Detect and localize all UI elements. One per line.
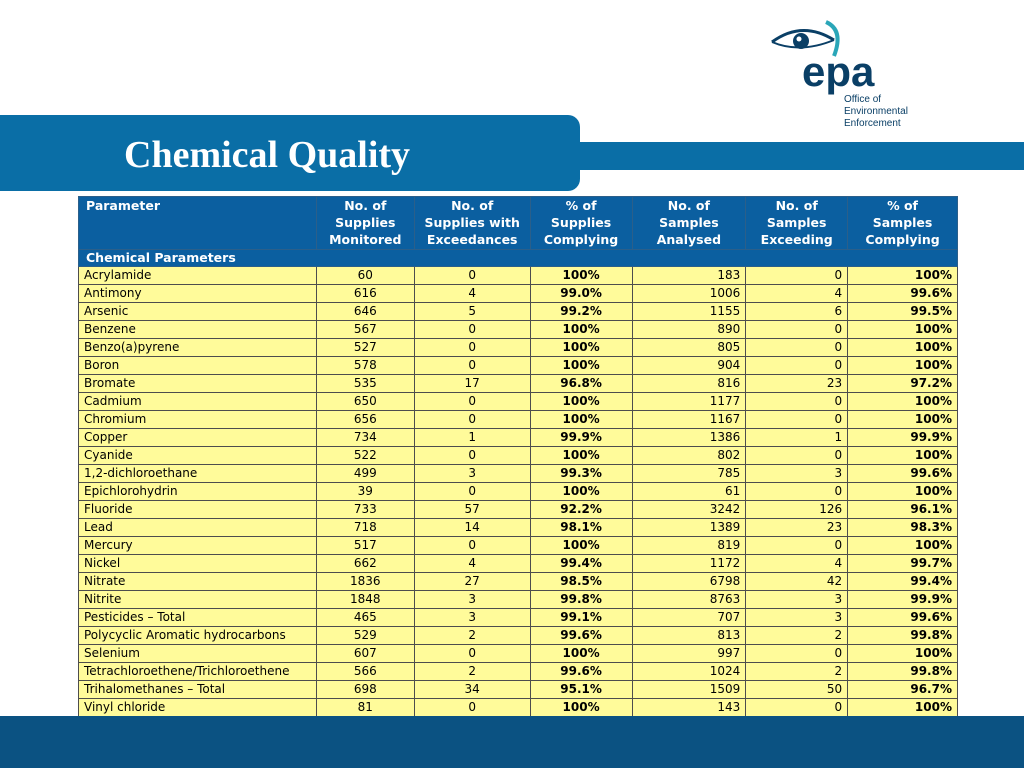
- cell-supplies-complying: 100%: [530, 699, 632, 717]
- cell-supplies-complying: 98.1%: [530, 519, 632, 537]
- cell-supplies-exceedances: 0: [414, 411, 530, 429]
- section-label: Chemical Parameters: [79, 250, 958, 267]
- table-row: [79, 393, 958, 411]
- cell-supplies-monitored: 1836: [316, 573, 414, 591]
- cell-supplies-exceedances: 5: [414, 303, 530, 321]
- cell-parameter: Benzene: [79, 321, 317, 339]
- cell-samples-analysed: 1386: [632, 429, 746, 447]
- cell-samples-analysed: 1177: [632, 393, 746, 411]
- logo-line: Environmental: [844, 106, 908, 117]
- cell-parameter: Arsenic: [79, 303, 317, 321]
- cell-supplies-exceedances: 0: [414, 267, 530, 285]
- cell-supplies-complying: 99.0%: [530, 285, 632, 303]
- column-header-samples-complying: % of Samples Complying: [848, 197, 958, 250]
- cell-samples-exceeding: 0: [746, 267, 848, 285]
- cell-samples-complying: 100%: [848, 483, 958, 501]
- cell-supplies-monitored: 566: [316, 663, 414, 681]
- cell-samples-exceeding: 0: [746, 411, 848, 429]
- cell-supplies-complying: 100%: [530, 483, 632, 501]
- table-row: [79, 555, 958, 573]
- cell-supplies-complying: 99.1%: [530, 609, 632, 627]
- epa-logo: [768, 20, 918, 132]
- cell-samples-analysed: 1509: [632, 681, 746, 699]
- cell-supplies-complying: 100%: [530, 645, 632, 663]
- cell-parameter: Trihalomethanes – Total: [79, 681, 317, 699]
- cell-supplies-exceedances: 0: [414, 339, 530, 357]
- cell-parameter: Nitrate: [79, 573, 317, 591]
- cell-samples-analysed: 6798: [632, 573, 746, 591]
- cell-parameter: Pesticides – Total: [79, 609, 317, 627]
- cell-samples-exceeding: 0: [746, 447, 848, 465]
- cell-samples-complying: 100%: [848, 321, 958, 339]
- table-row: [79, 501, 958, 519]
- cell-samples-exceeding: 126: [746, 501, 848, 519]
- table-header-row: [79, 197, 958, 250]
- cell-supplies-monitored: 535: [316, 375, 414, 393]
- cell-supplies-monitored: 718: [316, 519, 414, 537]
- cell-samples-complying: 100%: [848, 393, 958, 411]
- cell-samples-complying: 100%: [848, 699, 958, 717]
- cell-supplies-monitored: 662: [316, 555, 414, 573]
- cell-supplies-exceedances: 3: [414, 609, 530, 627]
- cell-samples-exceeding: 50: [746, 681, 848, 699]
- cell-supplies-exceedances: 2: [414, 627, 530, 645]
- section-row: [79, 250, 958, 267]
- cell-supplies-monitored: 578: [316, 357, 414, 375]
- cell-samples-complying: 99.5%: [848, 303, 958, 321]
- cell-supplies-complying: 99.9%: [530, 429, 632, 447]
- cell-supplies-monitored: 465: [316, 609, 414, 627]
- cell-supplies-monitored: 616: [316, 285, 414, 303]
- cell-samples-exceeding: 42: [746, 573, 848, 591]
- table-row: [79, 627, 958, 645]
- cell-supplies-monitored: 734: [316, 429, 414, 447]
- cell-samples-analysed: 813: [632, 627, 746, 645]
- cell-samples-exceeding: 0: [746, 357, 848, 375]
- cell-samples-exceeding: 6: [746, 303, 848, 321]
- cell-supplies-monitored: 517: [316, 537, 414, 555]
- cell-samples-exceeding: 4: [746, 285, 848, 303]
- cell-samples-complying: 100%: [848, 645, 958, 663]
- cell-samples-analysed: 61: [632, 483, 746, 501]
- cell-supplies-complying: 100%: [530, 339, 632, 357]
- cell-supplies-complying: 100%: [530, 537, 632, 555]
- cell-samples-exceeding: 0: [746, 699, 848, 717]
- cell-samples-complying: 99.8%: [848, 663, 958, 681]
- cell-samples-analysed: 816: [632, 375, 746, 393]
- cell-samples-exceeding: 23: [746, 519, 848, 537]
- cell-samples-analysed: 1006: [632, 285, 746, 303]
- cell-parameter: Antimony: [79, 285, 317, 303]
- table-row: [79, 681, 958, 699]
- title-band-extension: [575, 142, 1024, 170]
- cell-samples-exceeding: 0: [746, 483, 848, 501]
- cell-supplies-complying: 100%: [530, 357, 632, 375]
- cell-supplies-complying: 98.5%: [530, 573, 632, 591]
- cell-samples-analysed: 805: [632, 339, 746, 357]
- table-row: [79, 699, 958, 717]
- cell-supplies-monitored: 607: [316, 645, 414, 663]
- logo-caption: [844, 94, 908, 130]
- cell-supplies-exceedances: 3: [414, 591, 530, 609]
- column-header-parameter: Parameter: [79, 197, 317, 250]
- cell-supplies-complying: 99.2%: [530, 303, 632, 321]
- page-title: Chemical Quality: [124, 134, 411, 176]
- table-row: [79, 357, 958, 375]
- cell-supplies-exceedances: 0: [414, 699, 530, 717]
- table-row: [79, 465, 958, 483]
- cell-samples-exceeding: 2: [746, 627, 848, 645]
- cell-parameter: Nitrite: [79, 591, 317, 609]
- cell-supplies-exceedances: 0: [414, 393, 530, 411]
- logo-line: Enforcement: [844, 118, 901, 129]
- table-row: [79, 285, 958, 303]
- cell-supplies-exceedances: 4: [414, 555, 530, 573]
- cell-samples-complying: 96.1%: [848, 501, 958, 519]
- cell-samples-exceeding: 0: [746, 393, 848, 411]
- cell-samples-complying: 100%: [848, 447, 958, 465]
- table-row: [79, 267, 958, 285]
- cell-supplies-exceedances: 14: [414, 519, 530, 537]
- cell-samples-analysed: 143: [632, 699, 746, 717]
- cell-samples-analysed: 904: [632, 357, 746, 375]
- cell-samples-exceeding: 1: [746, 429, 848, 447]
- cell-samples-complying: 99.9%: [848, 591, 958, 609]
- cell-parameter: Boron: [79, 357, 317, 375]
- cell-parameter: Cadmium: [79, 393, 317, 411]
- cell-supplies-monitored: 60: [316, 267, 414, 285]
- cell-supplies-exceedances: 0: [414, 357, 530, 375]
- footer-bar: [0, 716, 1024, 768]
- cell-supplies-exceedances: 0: [414, 537, 530, 555]
- cell-supplies-monitored: 527: [316, 339, 414, 357]
- cell-parameter: Tetrachloroethene/Trichloroethene: [79, 663, 317, 681]
- cell-parameter: Epichlorohydrin: [79, 483, 317, 501]
- cell-parameter: Polycyclic Aromatic hydrocarbons: [79, 627, 317, 645]
- cell-samples-analysed: 1167: [632, 411, 746, 429]
- table-row: [79, 375, 958, 393]
- cell-supplies-monitored: 529: [316, 627, 414, 645]
- cell-parameter: Mercury: [79, 537, 317, 555]
- table-row: [79, 663, 958, 681]
- cell-parameter: 1,2-dichloroethane: [79, 465, 317, 483]
- table-row: [79, 447, 958, 465]
- cell-supplies-exceedances: 0: [414, 645, 530, 663]
- cell-supplies-complying: 99.8%: [530, 591, 632, 609]
- column-header-supplies-complying: % of Supplies Complying: [530, 197, 632, 250]
- cell-parameter: Selenium: [79, 645, 317, 663]
- cell-samples-exceeding: 3: [746, 609, 848, 627]
- cell-samples-complying: 96.7%: [848, 681, 958, 699]
- cell-supplies-monitored: 650: [316, 393, 414, 411]
- table-row: [79, 609, 958, 627]
- cell-samples-analysed: 802: [632, 447, 746, 465]
- cell-supplies-exceedances: 34: [414, 681, 530, 699]
- eye-icon: [768, 20, 918, 100]
- cell-supplies-exceedances: 1: [414, 429, 530, 447]
- cell-supplies-exceedances: 3: [414, 465, 530, 483]
- cell-samples-complying: 100%: [848, 357, 958, 375]
- cell-samples-exceeding: 3: [746, 465, 848, 483]
- cell-samples-complying: 100%: [848, 339, 958, 357]
- cell-supplies-complying: 100%: [530, 447, 632, 465]
- cell-parameter: Lead: [79, 519, 317, 537]
- cell-supplies-complying: 99.6%: [530, 663, 632, 681]
- cell-supplies-monitored: 522: [316, 447, 414, 465]
- table-row: [79, 303, 958, 321]
- cell-supplies-exceedances: 57: [414, 501, 530, 519]
- cell-supplies-monitored: 733: [316, 501, 414, 519]
- table-row: [79, 645, 958, 663]
- cell-supplies-complying: 100%: [530, 411, 632, 429]
- cell-parameter: Benzo(a)pyrene: [79, 339, 317, 357]
- cell-parameter: Chromium: [79, 411, 317, 429]
- cell-supplies-exceedances: 4: [414, 285, 530, 303]
- cell-samples-analysed: 819: [632, 537, 746, 555]
- cell-parameter: Cyanide: [79, 447, 317, 465]
- column-header-samples-exceeding: No. of Samples Exceeding: [746, 197, 848, 250]
- cell-samples-analysed: 3242: [632, 501, 746, 519]
- cell-samples-complying: 99.6%: [848, 465, 958, 483]
- cell-supplies-monitored: 646: [316, 303, 414, 321]
- cell-supplies-complying: 99.6%: [530, 627, 632, 645]
- table-row: [79, 339, 958, 357]
- table-row: [79, 429, 958, 447]
- cell-samples-complying: 100%: [848, 411, 958, 429]
- cell-supplies-monitored: 698: [316, 681, 414, 699]
- cell-supplies-monitored: 567: [316, 321, 414, 339]
- cell-supplies-exceedances: 0: [414, 483, 530, 501]
- cell-samples-complying: 98.3%: [848, 519, 958, 537]
- cell-parameter: Fluoride: [79, 501, 317, 519]
- cell-samples-exceeding: 0: [746, 645, 848, 663]
- cell-supplies-exceedances: 27: [414, 573, 530, 591]
- cell-supplies-complying: 92.2%: [530, 501, 632, 519]
- cell-samples-analysed: 8763: [632, 591, 746, 609]
- cell-supplies-complying: 100%: [530, 267, 632, 285]
- cell-samples-complying: 99.4%: [848, 573, 958, 591]
- cell-samples-exceeding: 0: [746, 321, 848, 339]
- cell-samples-complying: 99.9%: [848, 429, 958, 447]
- cell-supplies-exceedances: 17: [414, 375, 530, 393]
- cell-samples-analysed: 1172: [632, 555, 746, 573]
- cell-supplies-monitored: 1848: [316, 591, 414, 609]
- cell-samples-complying: 100%: [848, 267, 958, 285]
- column-header-samples-analysed: No. of Samples Analysed: [632, 197, 746, 250]
- cell-samples-exceeding: 0: [746, 339, 848, 357]
- cell-supplies-complying: 100%: [530, 393, 632, 411]
- table-row: [79, 591, 958, 609]
- cell-supplies-exceedances: 0: [414, 447, 530, 465]
- cell-samples-exceeding: 23: [746, 375, 848, 393]
- cell-supplies-monitored: 656: [316, 411, 414, 429]
- cell-samples-complying: 99.6%: [848, 285, 958, 303]
- cell-samples-exceeding: 0: [746, 537, 848, 555]
- table-row: [79, 321, 958, 339]
- column-header-supplies-monitored: No. of Supplies Monitored: [316, 197, 414, 250]
- cell-parameter: Copper: [79, 429, 317, 447]
- cell-samples-analysed: 890: [632, 321, 746, 339]
- cell-supplies-complying: 100%: [530, 321, 632, 339]
- cell-samples-complying: 100%: [848, 537, 958, 555]
- cell-samples-complying: 99.6%: [848, 609, 958, 627]
- logo-line: Office of: [844, 94, 882, 105]
- cell-samples-complying: 99.7%: [848, 555, 958, 573]
- cell-samples-analysed: 1024: [632, 663, 746, 681]
- cell-samples-exceeding: 3: [746, 591, 848, 609]
- cell-supplies-monitored: 39: [316, 483, 414, 501]
- cell-supplies-complying: 99.4%: [530, 555, 632, 573]
- chemical-quality-table: [78, 196, 958, 717]
- cell-supplies-complying: 99.3%: [530, 465, 632, 483]
- table-row: [79, 483, 958, 501]
- cell-supplies-exceedances: 0: [414, 321, 530, 339]
- cell-parameter: Nickel: [79, 555, 317, 573]
- cell-samples-exceeding: 2: [746, 663, 848, 681]
- column-header-supplies-exceedances: No. of Supplies with Exceedances: [414, 197, 530, 250]
- cell-samples-analysed: 785: [632, 465, 746, 483]
- cell-samples-analysed: 997: [632, 645, 746, 663]
- cell-supplies-monitored: 499: [316, 465, 414, 483]
- cell-samples-analysed: 707: [632, 609, 746, 627]
- cell-parameter: Acrylamide: [79, 267, 317, 285]
- cell-supplies-monitored: 81: [316, 699, 414, 717]
- table-row: [79, 537, 958, 555]
- cell-samples-analysed: 183: [632, 267, 746, 285]
- cell-supplies-complying: 96.8%: [530, 375, 632, 393]
- cell-supplies-exceedances: 2: [414, 663, 530, 681]
- cell-samples-exceeding: 4: [746, 555, 848, 573]
- cell-supplies-complying: 95.1%: [530, 681, 632, 699]
- logo-wordmark: epa: [802, 48, 875, 95]
- cell-samples-complying: 97.2%: [848, 375, 958, 393]
- cell-samples-analysed: 1155: [632, 303, 746, 321]
- table-row: [79, 519, 958, 537]
- table-row: [79, 573, 958, 591]
- cell-samples-complying: 99.8%: [848, 627, 958, 645]
- table-row: [79, 411, 958, 429]
- cell-parameter: Bromate: [79, 375, 317, 393]
- cell-samples-analysed: 1389: [632, 519, 746, 537]
- cell-parameter: Vinyl chloride: [79, 699, 317, 717]
